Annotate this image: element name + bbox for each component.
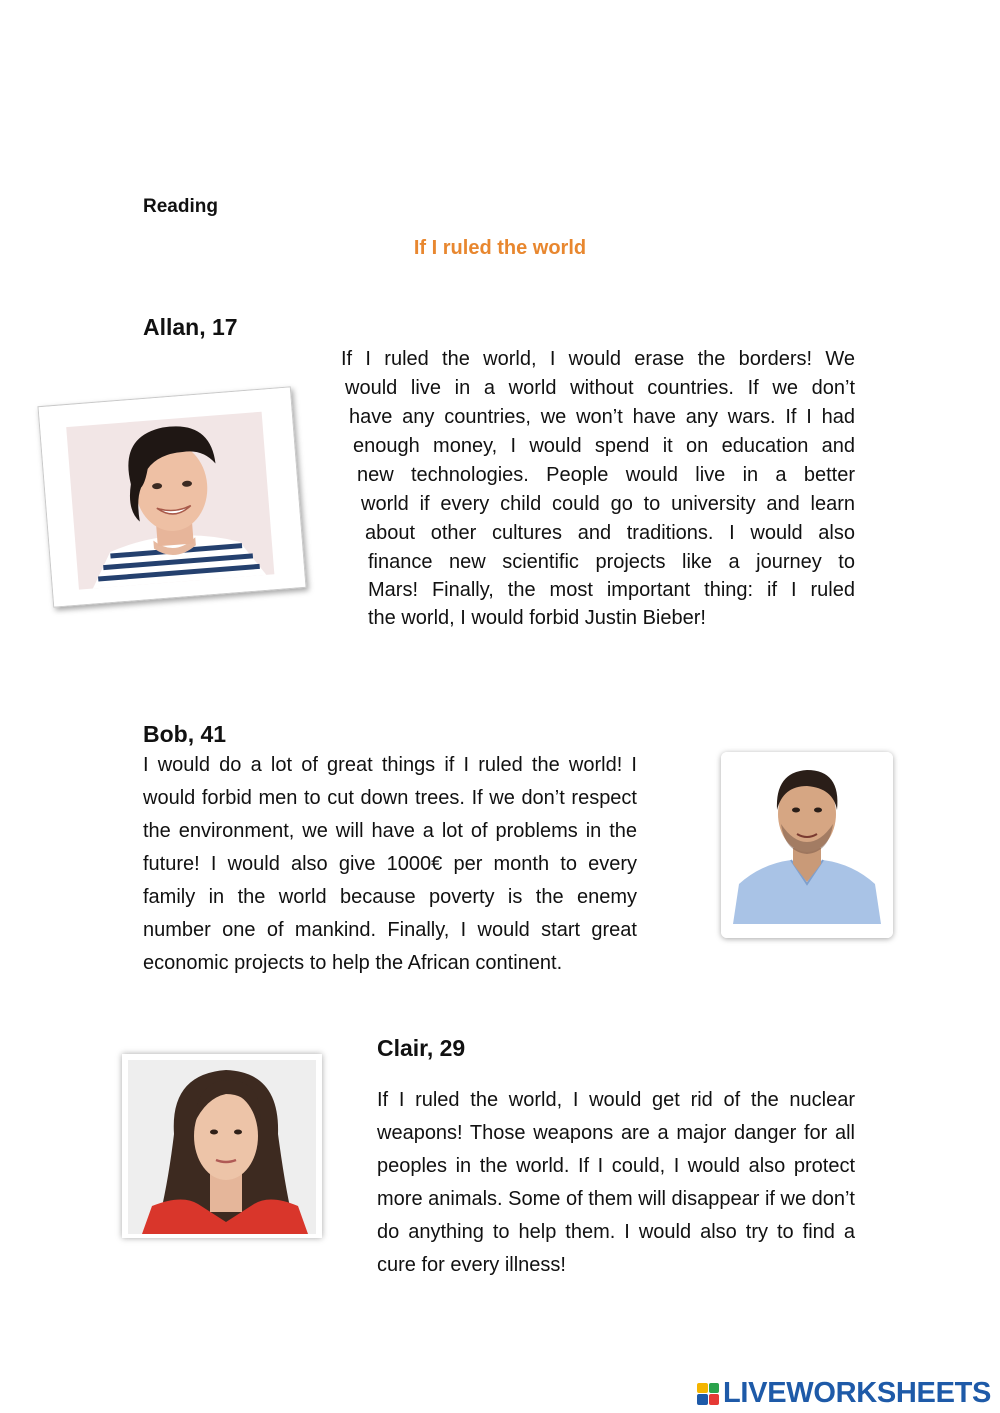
allan-name: Allan, 17 xyxy=(143,314,238,340)
clair-photo-frame xyxy=(122,1054,322,1238)
text-line: Mars! Finally, the most important thing: if I ruled xyxy=(368,579,855,601)
text-line: would live in a world without countries. If we don’t xyxy=(345,377,855,399)
brand-text: LIVEWORKSHEETS xyxy=(723,1377,992,1409)
clair-photo xyxy=(122,1054,322,1238)
bob-text: I would do a lot of great things if I ruled the world! I would forbid men to cut down trees. If we don’t respect the environment, we will have a lot of problems in the future! I would also give 1000€ per month to every family in the world because poverty is the enemy number one of mankind. Finally, I would start great economic projects to help the African continent. xyxy=(143,754,637,974)
liveworksheets-icon xyxy=(697,1383,719,1405)
text-line: finance new scientific projects like a journey to xyxy=(368,551,855,573)
allan-photo-frame xyxy=(37,386,306,607)
allan-photo xyxy=(39,387,306,606)
text-line: have any countries, we won’t have any wars. If I had xyxy=(349,406,855,428)
bob-photo xyxy=(721,752,893,938)
section-label: Reading xyxy=(143,196,218,217)
liveworksheets-logo xyxy=(697,1377,991,1410)
text-line: If I ruled the world, I would erase the borders! We xyxy=(341,348,855,370)
worksheet-title: If I ruled the world xyxy=(413,237,587,259)
bob-name: Bob, 41 xyxy=(143,721,227,747)
text-line: about other cultures and traditions. I would also xyxy=(365,522,855,544)
bob-photo-frame xyxy=(721,752,893,938)
text-line: enough money, I would spend it on education and xyxy=(353,435,855,457)
clair-name: Clair, 29 xyxy=(377,1035,466,1061)
clair-text: If I ruled the world, I would get rid of the nuclear weapons! Those weapons are a major danger for all peoples in the world. If I could, I would also protect more animals. Some of them will disappear if we don’t do anything to help them. I would also try to find a cure for every illness! xyxy=(377,1089,855,1276)
text-line: new technologies. People would live in a better xyxy=(357,464,855,486)
text-line: the world, I would forbid Justin Bieber! xyxy=(368,607,706,629)
text-line: world if every child could go to university and learn xyxy=(361,493,855,515)
